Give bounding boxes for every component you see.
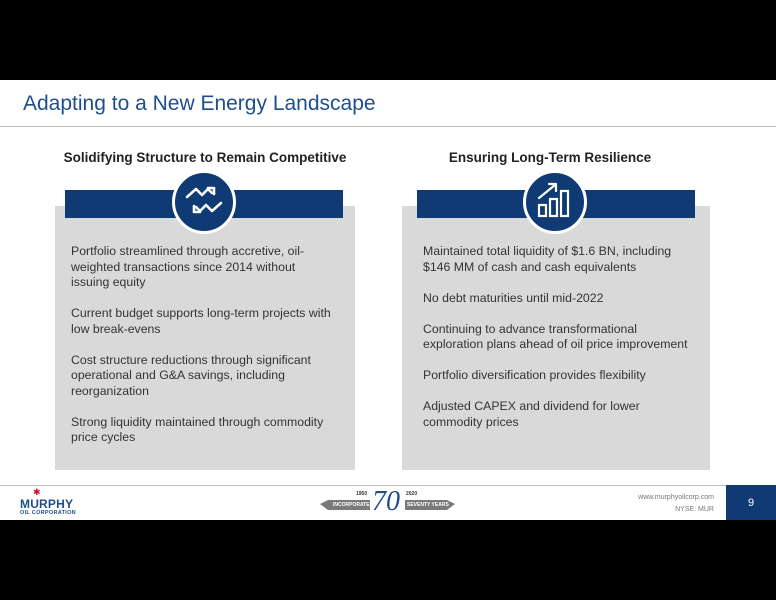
logo-name: MURPHY <box>20 497 74 511</box>
anniv-left-label: INCORPORATED <box>333 501 374 508</box>
left-column-heading: Solidifying Structure to Remain Competitive <box>63 150 347 165</box>
list-item: No debt maturities until mid-2022 <box>423 290 604 305</box>
bar-chart-growth-icon <box>535 181 575 224</box>
left-bullet-list <box>71 244 335 461</box>
list-item: Continuing to advance transformational exploration plans ahead of oil price improvement <box>423 321 688 351</box>
right-column-heading: Ensuring Long-Term Resilience <box>448 150 652 165</box>
list-item: Portfolio diversification provides flexibility <box>423 368 646 382</box>
stock-ticker: NYSE: MUR <box>675 506 714 513</box>
handshake-arrows-icon <box>184 185 224 220</box>
company-logo <box>20 488 90 516</box>
slide <box>0 80 776 520</box>
logo-subtitle: OIL CORPORATION <box>20 510 76 516</box>
anniv-number: 70 <box>372 486 400 517</box>
logo-star-icon: ✱ <box>33 487 41 497</box>
anniversary-badge <box>320 488 455 518</box>
list-item: Maintained total liquidity of $1.6 BN, including $146 MM of cash and cash equivalents <box>423 244 672 274</box>
page-number: 9 <box>726 485 776 520</box>
anniv-left-year: 1950 <box>356 491 368 497</box>
list-item: Cost structure reductions through significant operational and G&A savings, including reorganization <box>71 352 311 398</box>
list-item: Portfolio streamlined through accretive, oil-weighted transactions since 2014 without issuing equity <box>71 244 305 289</box>
right-bullet-list <box>423 244 695 446</box>
anniv-right-year: 2020 <box>406 491 418 497</box>
title-divider <box>0 126 776 127</box>
anniv-right-label: SEVENTY YEARS <box>407 501 449 508</box>
footer-contact <box>638 492 714 516</box>
list-item: Current budget supports long-term projects with low break-evens <box>71 306 331 336</box>
website-link[interactable]: www.murphyoilcorp.com <box>638 494 714 501</box>
list-item: Strong liquidity maintained through commodity price cycles <box>71 414 324 444</box>
list-item: Adjusted CAPEX and dividend for lower commodity prices <box>423 399 640 429</box>
left-icon-circle <box>172 170 236 234</box>
page-title: Adapting to a New Energy Landscape <box>23 92 376 115</box>
right-icon-circle <box>523 170 587 234</box>
